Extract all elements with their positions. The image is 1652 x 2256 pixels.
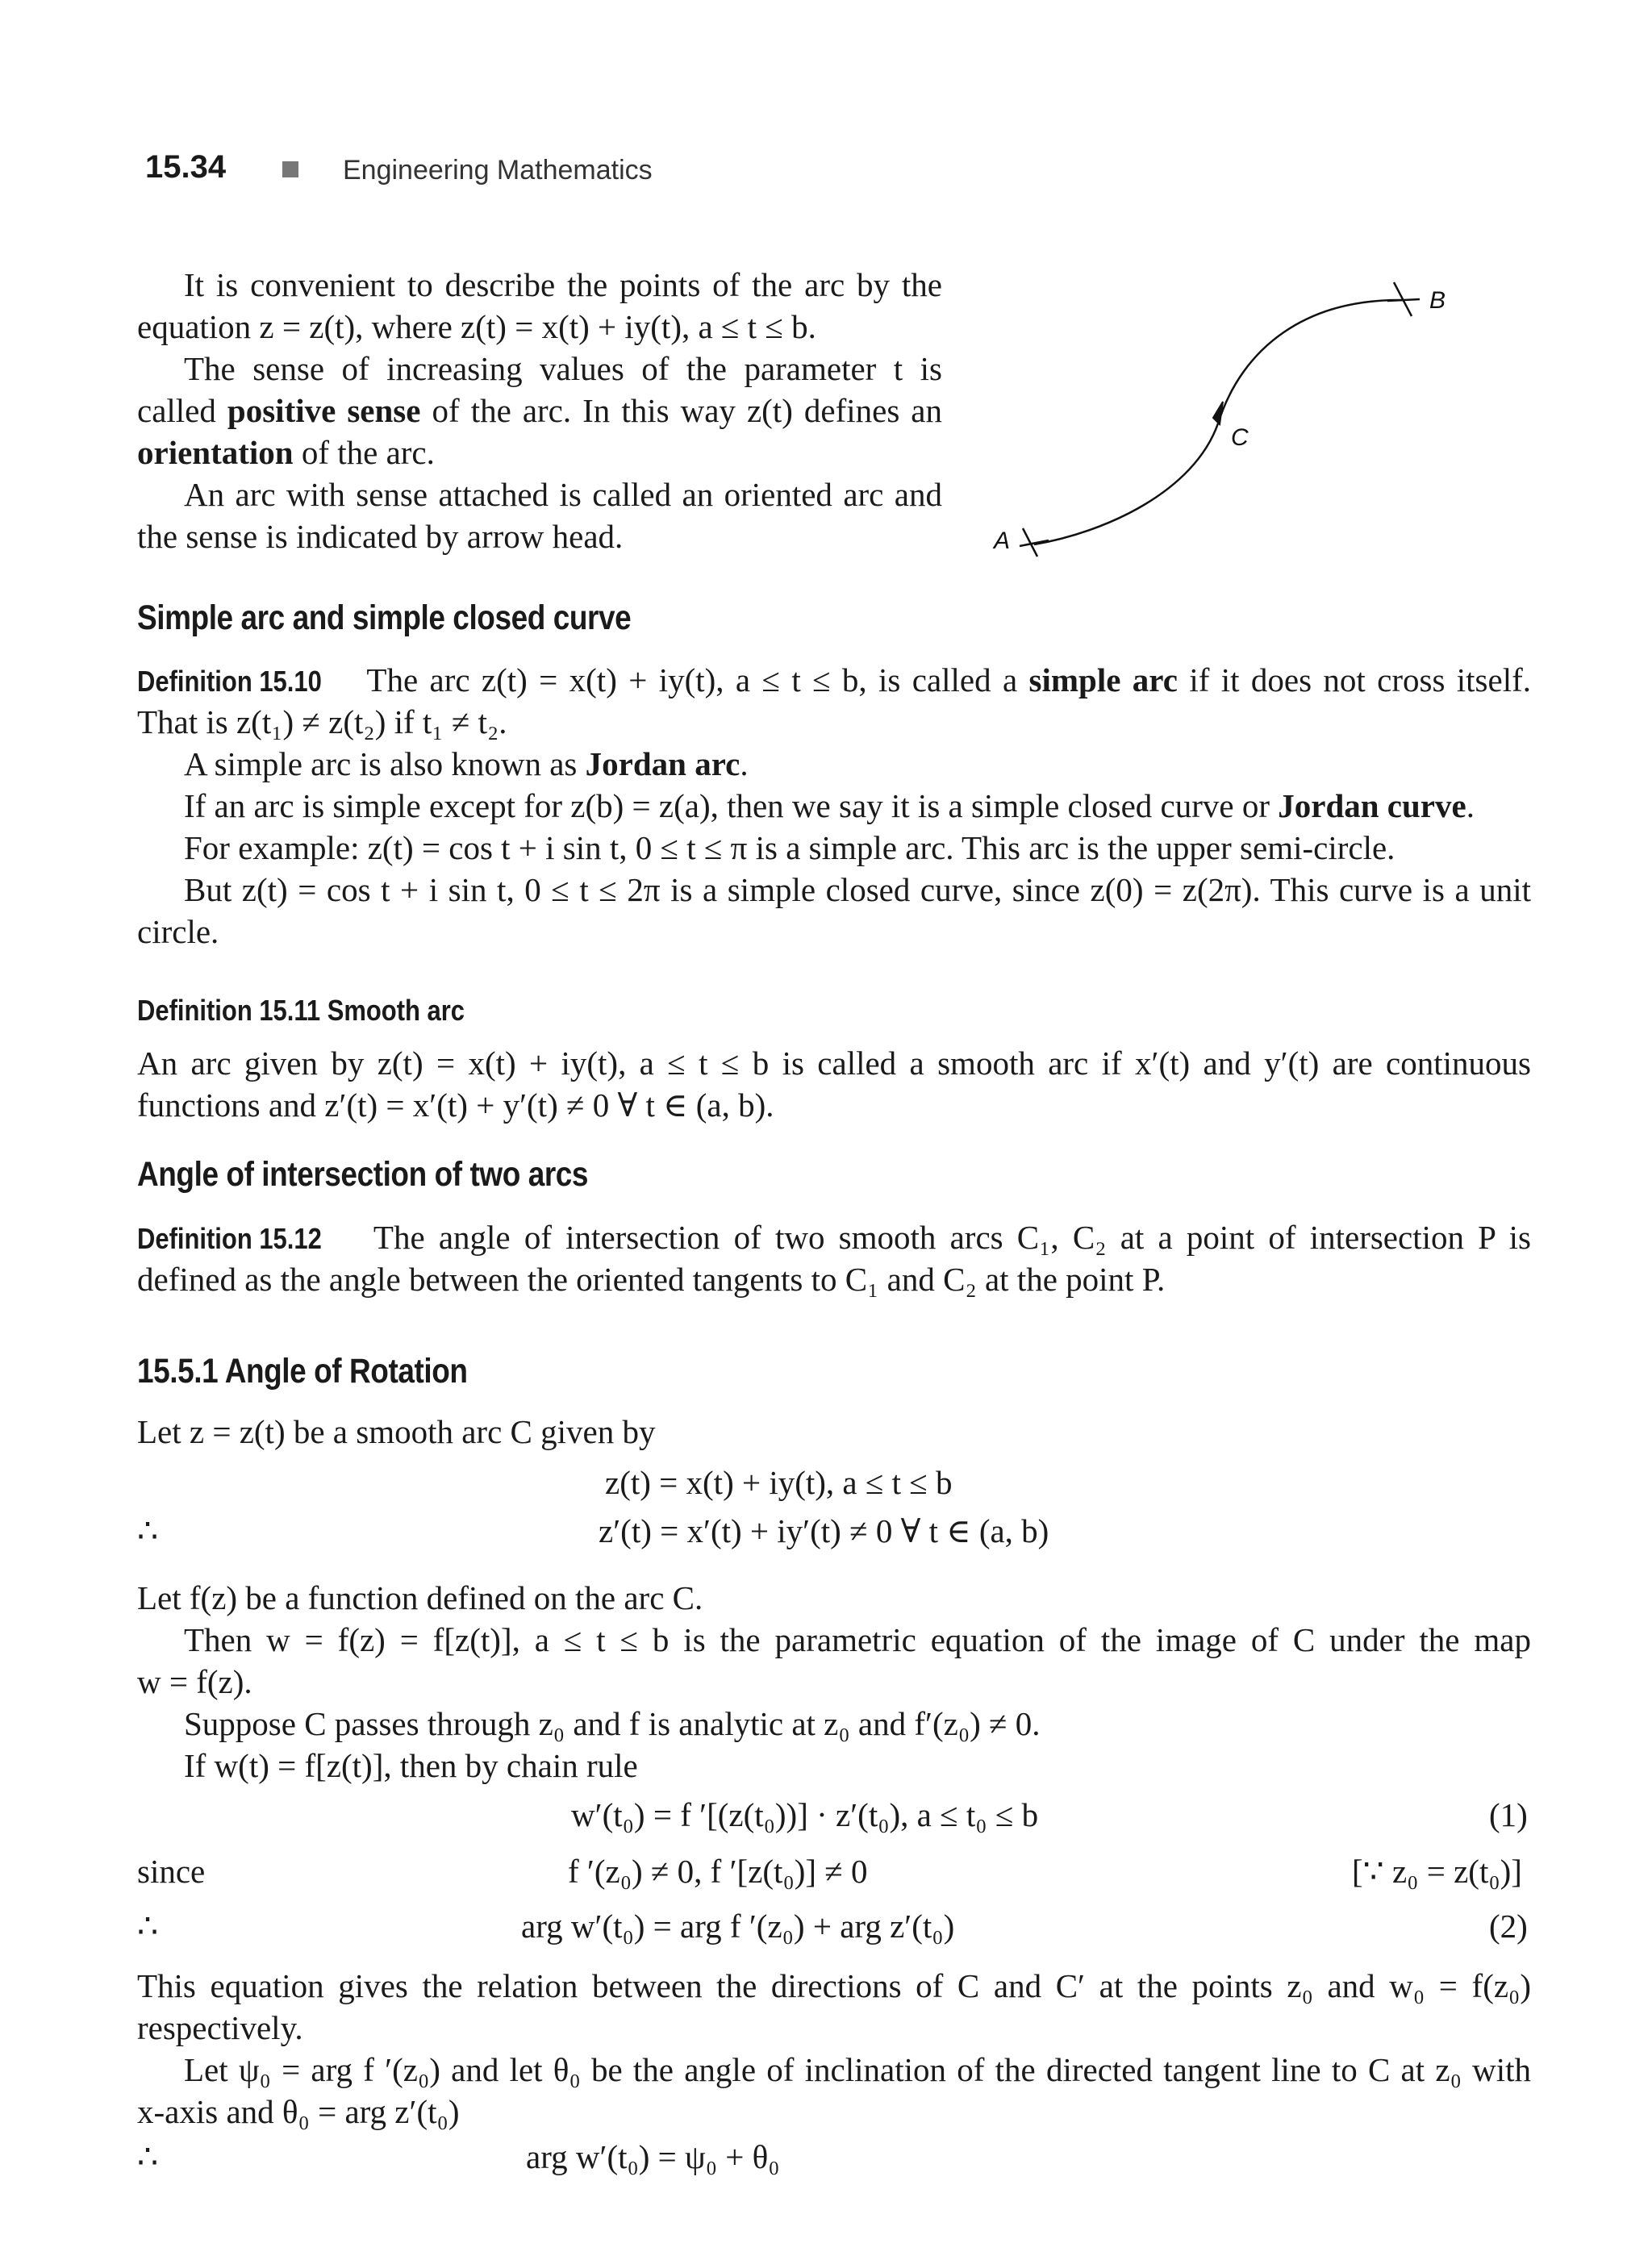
intro-line-2: equation z = z(t), where z(t) = x(t) + iy(t), a ≤ t ≤ b.	[137, 308, 816, 345]
header-square-icon	[282, 161, 298, 177]
equation-nonzero-note: [∵ z₀ = z(t₀)]	[1352, 1853, 1522, 1890]
therefore-symbol-1: ∴	[137, 1512, 159, 1549]
smooth-line-1: An arc given by z(t) = x(t) + iy(t), a ≤ t ≤ b is called a smooth arc if x′(t) and y′(t) are continuous	[137, 1045, 1531, 1082]
example-1-line: For example: z(t) = cos t + i sin t, 0 ≤ t ≤ π is a simple arc. This arc is the upper semi-circle.	[184, 829, 1395, 866]
heading-angle-intersection: Angle of intersection of two arcs	[137, 1155, 589, 1194]
label-a: A	[994, 528, 1011, 554]
rotation-line-10: x-axis and θ₀ = arg z′(t₀)	[137, 2093, 460, 2130]
def-15-11-label: Definition 15.11 Smooth arc	[137, 994, 465, 1027]
equation-final: arg w′(t₀) = ψ₀ + θ₀	[526, 2138, 780, 2175]
therefore-symbol-2: ∴	[137, 1908, 159, 1945]
equation-2-number: (2)	[1489, 1908, 1528, 1945]
intro-line-3: The sense of increasing values of the parameter t is	[184, 350, 942, 387]
equation-zprime: z′(t) = x′(t) + iy′(t) ≠ 0 ∀ t ∈ (a, b)	[599, 1512, 1049, 1549]
heading-angle-rotation: 15.5.1 Angle of Rotation	[137, 1352, 468, 1391]
since-label: since	[137, 1853, 206, 1890]
therefore-symbol-3: ∴	[137, 2138, 159, 2175]
rotation-line-3: Then w = f(z) = f[z(t)], a ≤ t ≤ b is the parametric equation of the image of C under the map	[184, 1621, 1531, 1658]
arrow-head-c	[1213, 402, 1223, 424]
example-2-end: circle.	[137, 913, 219, 950]
intro-line-7: the sense is indicated by arrow head.	[137, 518, 624, 555]
equation-nonzero: f ′(z₀) ≠ 0, f ′[z(t₀)] ≠ 0	[568, 1853, 868, 1890]
rotation-line-4: w = f(z).	[137, 1663, 252, 1700]
rotation-line-5: Suppose C passes through z₀ and f is analytic at z₀ and f′(z₀) ≠ 0.	[184, 1705, 1041, 1742]
rotation-line-6: If w(t) = f[z(t)], then by chain rule	[184, 1747, 638, 1784]
heading-simple-arc: Simple arc and simple closed curve	[137, 598, 632, 637]
def-15-10-line: Definition 15.10 The arc z(t) = x(t) + iy(t), a ≤ t ≤ b, is called a simple arc if it does not cross itself.	[137, 659, 1531, 703]
def-15-12-line: Definition 15.12 The angle of intersection of two smooth arcs C₁, C₂ at a point of intersection P is	[137, 1216, 1531, 1260]
def-15-11-label-wrap	[137, 994, 499, 1028]
oriented-arc-figure	[984, 258, 1468, 565]
intro-line-6: An arc with sense attached is called an oriented arc and	[184, 476, 942, 513]
def-15-10-label: Definition 15.10	[137, 665, 322, 698]
equation-zt: z(t) = x(t) + iy(t), a ≤ t ≤ b	[605, 1464, 953, 1501]
closed-curve-line: If an arc is simple except for z(b) = z(a), then we say it is a simple closed curve or Jordan curve.	[184, 787, 1475, 824]
rotation-line-9: Let ψ₀ = arg f ′(z₀) and let θ₀ be the angle of inclination of the directed tangent line to C at z₀ with	[184, 2051, 1531, 2088]
def-15-12-label: Definition 15.12	[137, 1222, 322, 1255]
intro-line-1: It is convenient to describe the points of the arc by the	[184, 266, 942, 303]
rotation-line-8: respectively.	[137, 2009, 303, 2046]
equation-2: arg w′(t₀) = arg f ′(z₀) + arg z′(t₀)	[521, 1908, 955, 1945]
angle-line-2: defined as the angle between the oriented tangents to C₁ and C₂ at the point P.	[137, 1261, 1166, 1298]
label-b: B	[1429, 287, 1446, 314]
equation-1-number: (1)	[1489, 1796, 1528, 1833]
intro-line-4: called positive sense of the arc. In this way z(t) defines an	[137, 392, 943, 429]
page-number: 15.34	[145, 149, 227, 185]
that-is-line: That is z(t₁) ≠ z(t₂) if t₁ ≠ t₂.	[137, 703, 507, 740]
smooth-line-2: functions and z′(t) = x′(t) + y′(t) ≠ 0 ∀ t ∈ (a, b).	[137, 1086, 774, 1124]
jordan-arc-line: A simple arc is also known as Jordan arc.	[184, 745, 749, 782]
rotation-line-1: Let z = z(t) be a smooth arc C given by	[137, 1413, 656, 1450]
rotation-line-7: This equation gives the relation between the directions of C and C′ at the points z₀ and w₀ = f(z₀)	[137, 1967, 1531, 2004]
running-title: Engineering Mathematics	[343, 155, 653, 186]
label-c: C	[1231, 424, 1249, 451]
equation-1: w′(t₀) = f ′[(z(t₀))] · z′(t₀), a ≤ t₀ ≤ b	[571, 1796, 1039, 1833]
example-2-line: But z(t) = cos t + i sin t, 0 ≤ t ≤ 2π is a simple closed curve, since z(0) = z(2π). This curve is a unit	[184, 871, 1531, 908]
rotation-line-2: Let f(z) be a function defined on the arc C.	[137, 1579, 703, 1616]
intro-line-5: orientation of the arc.	[137, 434, 435, 471]
